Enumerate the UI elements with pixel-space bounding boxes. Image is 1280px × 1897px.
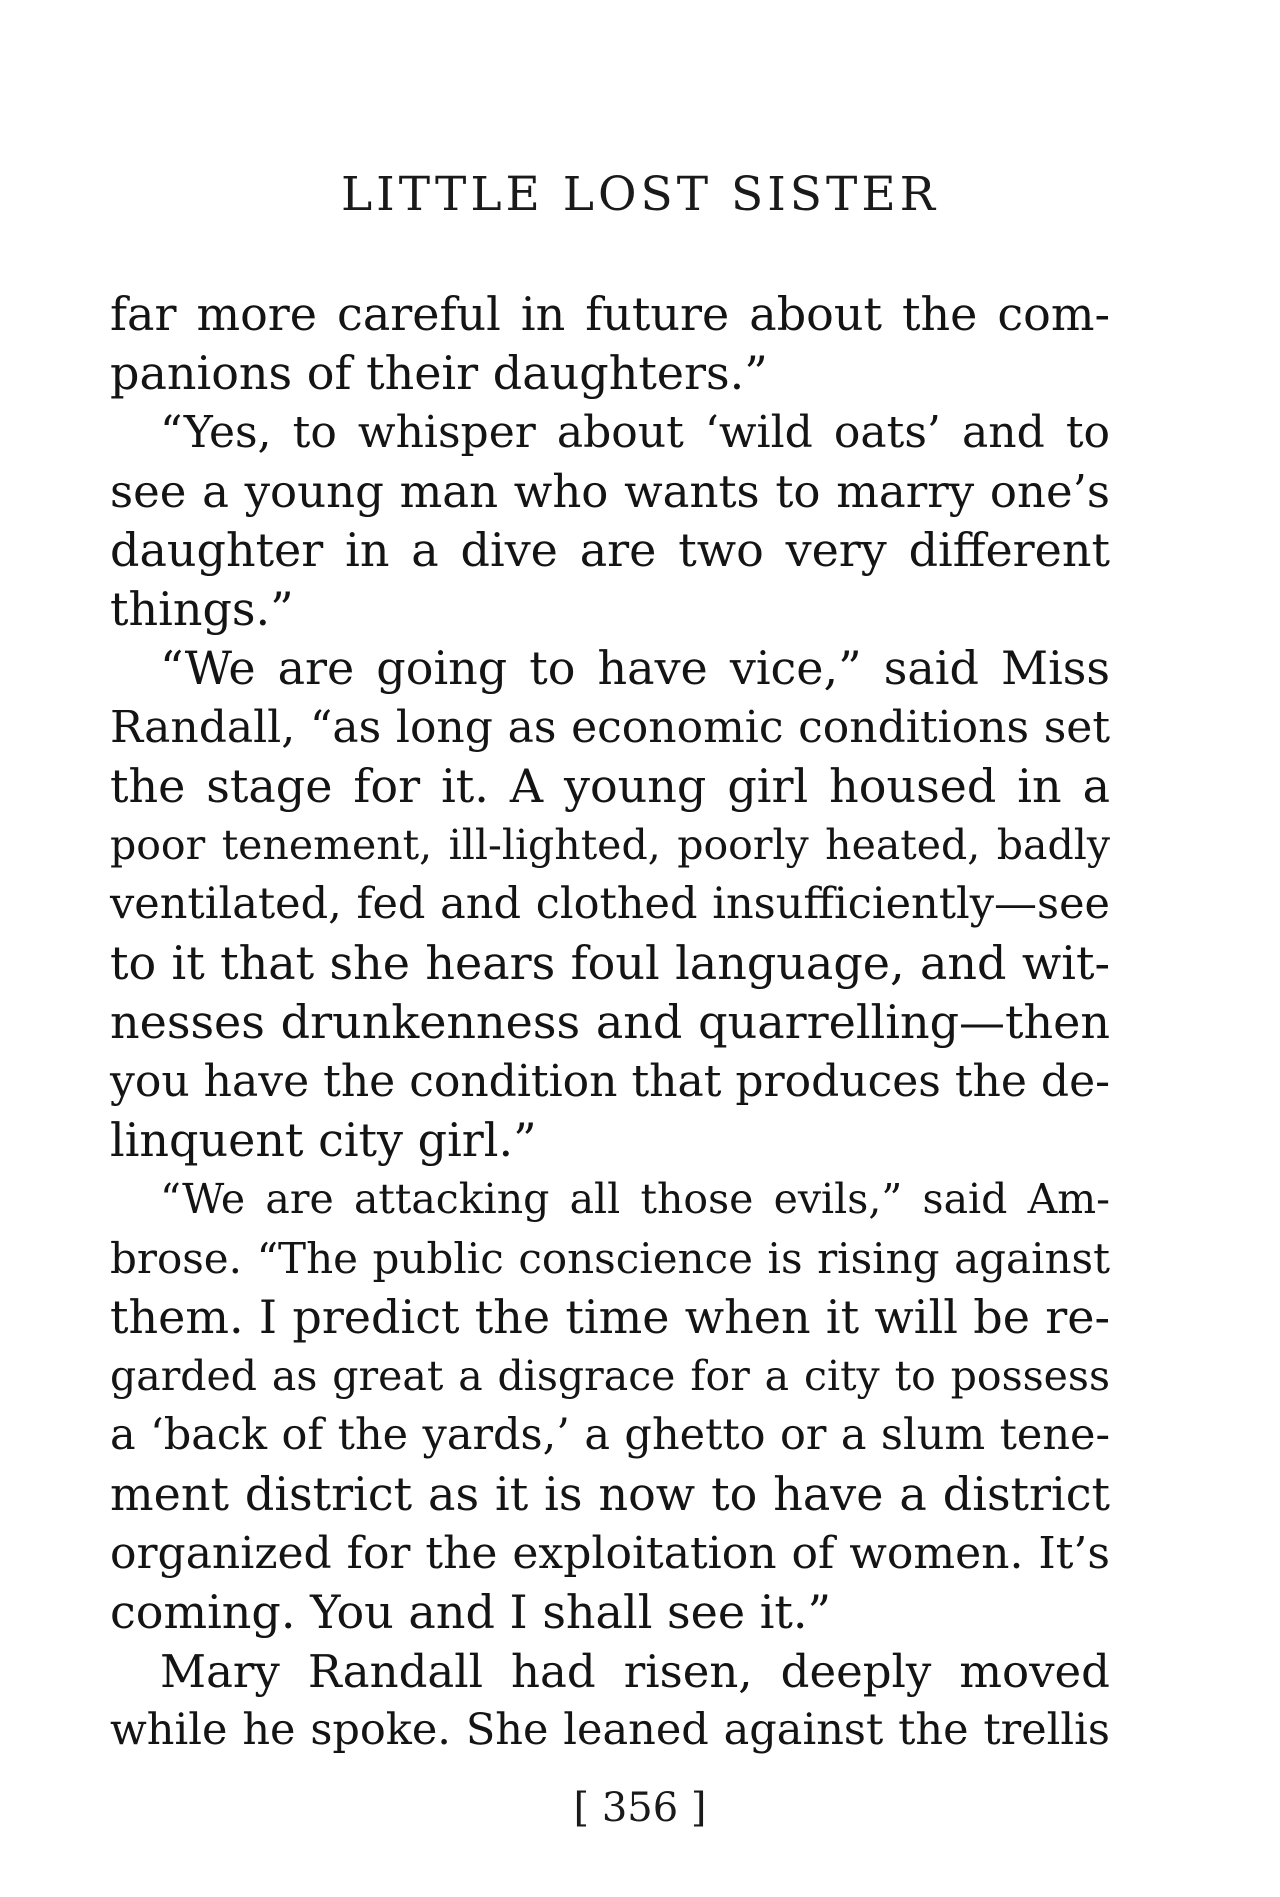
page-number: [ 356 ] (573, 1785, 707, 1831)
text-line: see a young man who wants to marry one’s (110, 465, 1110, 518)
body-text (110, 285, 1110, 1760)
text-line: linquent city girl.” (110, 1113, 537, 1167)
text-line: coming. You and I shall see it.” (110, 1585, 832, 1639)
text-line: nesses drunkenness and quarrelling—then (110, 995, 1110, 1049)
text-line: far more careful in future about the com- (110, 287, 1110, 341)
text-line: organized for the exploitation of women. It’s (110, 1528, 1110, 1579)
text-line: ventilated, fed and clothed insufficiently—see (110, 879, 1110, 929)
text-line: things.” (110, 582, 294, 636)
text-line: Randall, “as long as economic conditions set (110, 702, 1110, 753)
text-line: “We are going to have vice,” said Miss (160, 641, 1110, 695)
text-line: them. I predict the time when it will be re- (110, 1290, 1110, 1344)
text-line: to it that she hears foul language, and wit- (110, 936, 1110, 990)
running-head: LITTLE LOST SISTER (340, 167, 940, 222)
text-line: daughter in a dive are two very different (110, 523, 1110, 577)
text-line: Mary Randall had risen, deeply moved (160, 1645, 1110, 1698)
text-line: panions of their daughters.” (110, 346, 768, 400)
text-line: you have the condition that produces the de- (110, 1056, 1110, 1107)
text-line: “Yes, to whisper about ‘wild oats’ and to (160, 407, 1110, 458)
text-line: the stage for it. A young girl housed in a (110, 759, 1110, 813)
text-line: “We are attacking all those evils,” said Am- (160, 1175, 1110, 1223)
text-line: ment district as it is now to have a district (110, 1467, 1110, 1521)
text-line: while he spoke. She leaned against the trellis (110, 1705, 1110, 1755)
text-line: poor tenement, ill-lighted, poorly heated, badly (110, 821, 1110, 869)
text-line: garded as great a disgrace for a city to possess (110, 1352, 1110, 1400)
text-line: brose. “The public conscience is rising against (110, 1234, 1110, 1283)
text-line: a ‘back of the yards,’ a ghetto or a slum tene- (110, 1410, 1110, 1460)
